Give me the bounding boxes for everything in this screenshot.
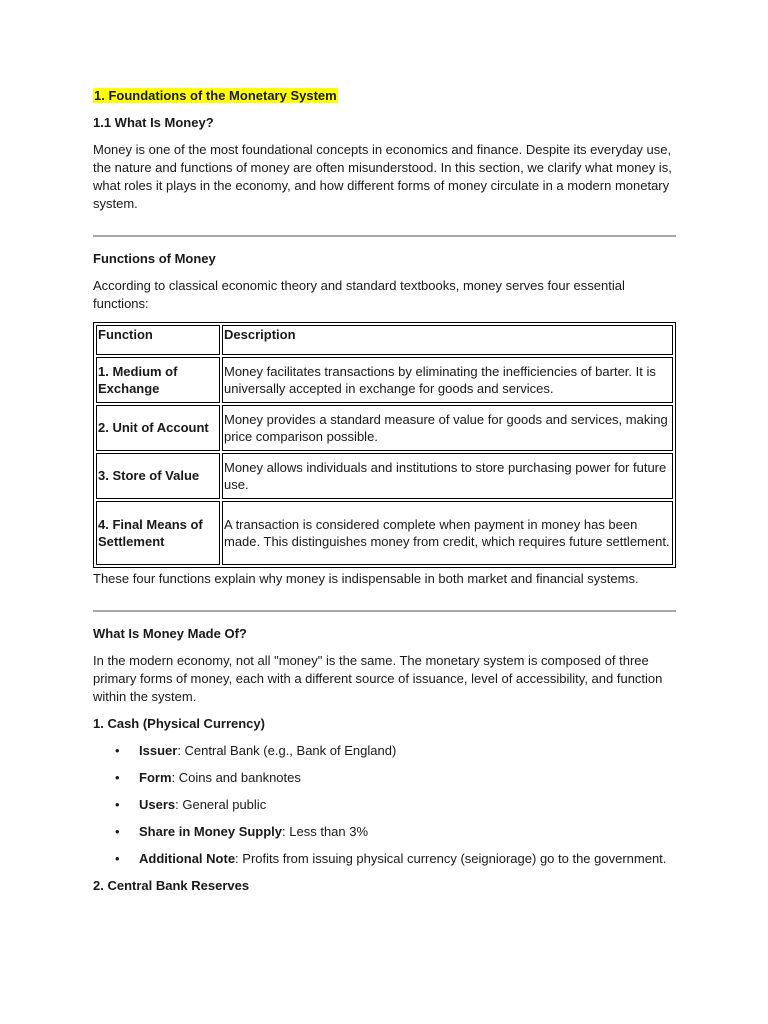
bullet-icon: • (115, 851, 120, 866)
item-text: : Coins and banknotes (171, 770, 301, 785)
header-function: Function (96, 325, 220, 355)
description-cell: Money provides a standard measure of value for goods and services, making price comparison possible. (222, 405, 673, 451)
divider (93, 610, 676, 612)
document-content (93, 87, 676, 904)
functions-heading: Functions of Money (93, 251, 216, 266)
list-item (93, 769, 676, 787)
item-label: Issuer (139, 743, 178, 758)
description-cell: Money facilitates transactions by eliminating the inefficiencies of barter. It is universally accepted in exchange for goods and services. (222, 357, 673, 403)
function-cell: 1. Medium of Exchange (96, 357, 220, 403)
table-header-row (96, 325, 673, 355)
header-description: Description (222, 325, 673, 355)
item-text: : Central Bank (e.g., Bank of England) (177, 743, 397, 758)
list-item (93, 796, 676, 814)
cash-heading: 1. Cash (Physical Currency) (93, 716, 265, 731)
cash-list (93, 742, 676, 868)
description-cell: Money allows individuals and institutions to store purchasing power for future use. (222, 453, 673, 499)
what-is-money-paragraph: Money is one of the most foundational concepts in economics and finance. Despite its everyday use, the nature and functions of money are often misunderstood. In this section, we clarify what money is, what roles it plays in the economy, and how different forms of money circulate in a modern monetary system. (93, 142, 672, 211)
functions-intro: According to classical economic theory and standard textbooks, money serves four essential functions: (93, 278, 625, 311)
item-label: Share in Money Supply (139, 824, 283, 839)
list-item (93, 742, 676, 760)
divider (93, 235, 676, 237)
item-label: Users (139, 797, 176, 812)
table-row (96, 453, 673, 499)
function-cell: 4. Final Means of Settlement (96, 501, 220, 565)
made-of-heading: What Is Money Made Of? (93, 626, 247, 641)
section-title (93, 87, 676, 105)
list-item (93, 850, 676, 868)
table-row (96, 357, 673, 403)
table-row (96, 405, 673, 451)
bullet-icon: • (115, 797, 120, 812)
table-row (96, 501, 673, 565)
highlighted-title: 1. Foundations of the Monetary System (94, 88, 337, 103)
bullet-icon: • (115, 770, 120, 785)
item-label: Additional Note (139, 851, 236, 866)
item-text: : Less than 3% (282, 824, 369, 839)
bullet-icon: • (115, 824, 120, 839)
functions-closing: These four functions explain why money is indispensable in both market and financial systems. (93, 571, 639, 586)
description-cell: A transaction is considered complete when payment in money has been made. This distinguishes money from credit, which requires future settlement. (222, 501, 673, 565)
reserves-heading: 2. Central Bank Reserves (93, 878, 250, 893)
function-cell: 3. Store of Value (96, 453, 220, 499)
item-label: Form (139, 770, 172, 785)
item-text: : General public (175, 797, 267, 812)
bullet-icon: • (115, 743, 120, 758)
list-item (93, 823, 676, 841)
made-of-paragraph: In the modern economy, not all "money" is the same. The monetary system is composed of three primary forms of money, each with a different source of issuance, level of accessibility, and function within the system. (93, 653, 663, 704)
item-text: : Profits from issuing physical currency (seigniorage) go to the government. (235, 851, 667, 866)
what-is-money-heading: 1.1 What Is Money? (93, 115, 214, 130)
functions-table (93, 322, 676, 568)
function-cell: 2. Unit of Account (96, 405, 220, 451)
